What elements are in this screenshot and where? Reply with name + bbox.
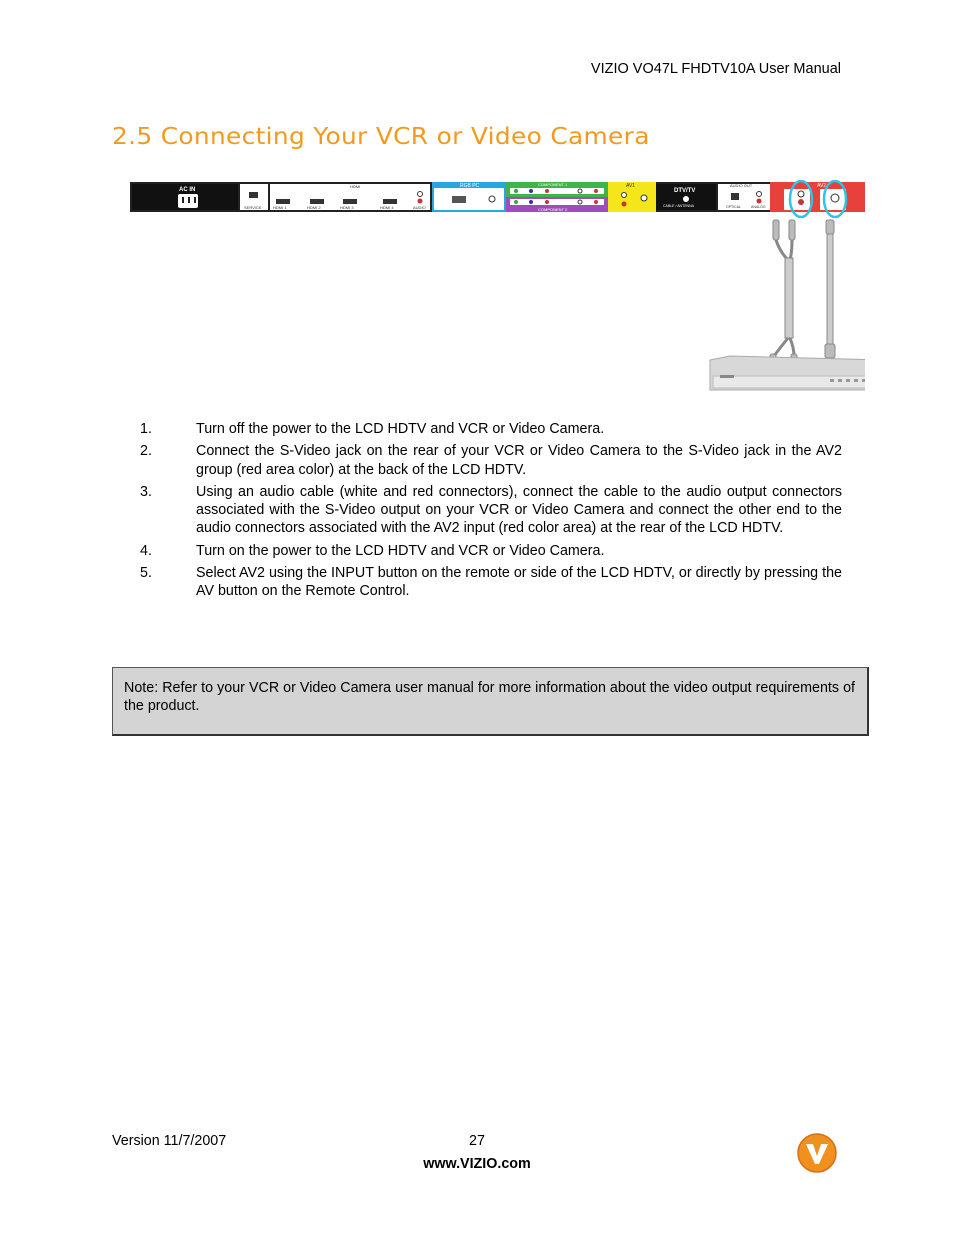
service-label: SERVICE: [244, 205, 262, 210]
svg-text:HDMI 4: HDMI 4: [380, 205, 394, 210]
vizio-logo-icon: [797, 1133, 837, 1173]
step-item: 1. Turn off the power to the LCD HDTV and VCR or Video Camera.: [140, 421, 605, 437]
svg-text:HDMI 3: HDMI 3: [340, 205, 354, 210]
page-number: 27: [469, 1133, 485, 1149]
svg-text:HDMI 1: HDMI 1: [273, 205, 287, 210]
svideo-cable: [825, 220, 835, 366]
svg-text:ANALOG: ANALOG: [751, 205, 766, 209]
svg-text:DTV/TV: DTV/TV: [674, 188, 696, 194]
svg-text:AV2: AV2: [817, 183, 827, 189]
vcr-device: [710, 356, 865, 390]
section-heading: 2.5 Connecting Your VCR or Video Camera: [112, 124, 650, 150]
instruction-steps: [140, 420, 842, 605]
svg-text:RGB PC: RGB PC: [460, 183, 480, 189]
audio-cable: [770, 220, 797, 374]
footer-version: Version 11/7/2007: [112, 1133, 227, 1149]
svg-text:AV1: AV1: [626, 183, 636, 189]
svg-text:OPTICAL: OPTICAL: [726, 205, 741, 209]
step-item: 2. Connect the S-Video jack on the rear of your VCR or Video Camera to the S-Video jack in the AV2 group (red area color) at the back of the LCD HDTV.: [140, 443, 842, 478]
note-box: [112, 667, 869, 736]
svg-text:AUDIO: AUDIO: [413, 205, 426, 210]
note-text: Note: Refer to your VCR or Video Camera user manual for more information about the video output requirements of the product.: [124, 680, 855, 715]
step-item: 4. Turn on the power to the LCD HDTV and VCR or Video Camera.: [140, 542, 605, 559]
svg-text:COMPONENT 2: COMPONENT 2: [538, 207, 568, 212]
connection-diagram: [130, 180, 865, 405]
hdmi-label: HDMI: [350, 184, 361, 189]
manual-title: VIZIO VO47L FHDTV10A User Manual: [590, 61, 841, 77]
svg-text:HDMI 2: HDMI 2: [307, 205, 321, 210]
svg-text:CABLE / ANTENNA: CABLE / ANTENNA: [663, 204, 694, 208]
svg-text:COMPONENT 1: COMPONENT 1: [538, 182, 568, 187]
svg-text:AUDIO OUT: AUDIO OUT: [730, 183, 753, 188]
step-item: 3. Using an audio cable (white and red connectors), connect the cable to the audio output connectors associated with the S-Video output on your VCR or Video Camera and connect the other end to the audio connectors associated with the AV2 input (red color area) at the rear of the LCD HDTV.: [140, 483, 842, 537]
ac-in-label: AC IN: [179, 187, 196, 193]
footer-url: www.VIZIO.com: [423, 1156, 531, 1172]
step-item: 5. Select AV2 using the INPUT button on the remote or side of the LCD HDTV, or directly by pressing the AV button on the Remote Control.: [140, 565, 842, 600]
